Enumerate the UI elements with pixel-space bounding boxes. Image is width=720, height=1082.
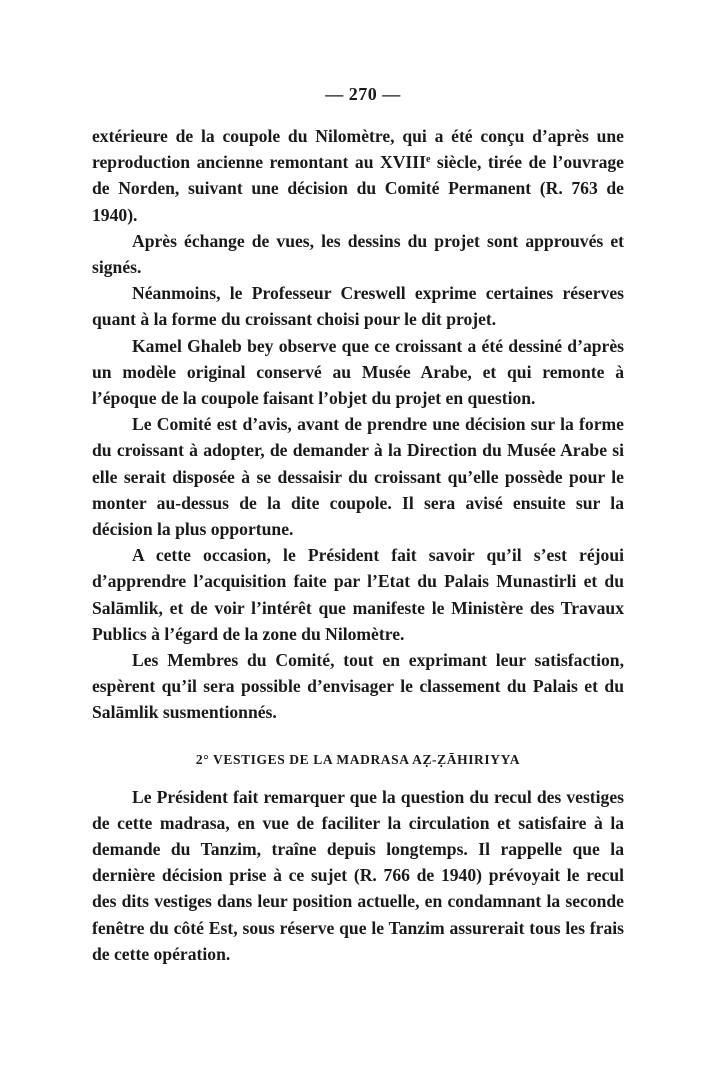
century-superscript: e [425, 154, 431, 166]
section-paragraph: Le Président fait remarquer que la question du recul des vestiges de cette madrasa, en vue de faciliter la circulation et satisfaire à la demande du Tanzim, traîne depuis longtemps. Il rappelle que la dernière décision prise à ce sujet (R. 766 de 1940) prévoyait le recul des dits vestiges dans leur position actuelle, en condamnant la seconde fenêtre du côté Est, sous réserve que le Tanzim assurerait tous les frais de cette opération. [92, 786, 624, 964]
paragraph-1 [92, 123, 624, 228]
paragraph-7: Les Membres du Comité, tout en exprimant leur satisfaction, espèrent qu’il sera possible d’envisager le classement du Palais et du Salāmlik susmentionnés. [92, 650, 624, 723]
document-page [92, 84, 624, 967]
paragraph-4: Kamel Ghaleb bey observe que ce croissant a été dessiné d’après un modèle original conservé au Musée Arabe, et qui remonte à l’époque de la coupole faisant l’objet du projet en question. [92, 335, 624, 409]
paragraph-3: Néanmoins, le Professeur Creswell exprime certaines réserves quant à la forme du croissant choisi pour le dit projet. [92, 283, 624, 330]
section-heading: 2° VESTIGES DE LA MADRASA AẒ-ẒĀHIRIYYA [195, 751, 521, 767]
paragraph-6: A cette occasion, le Président fait savoir qu’il s’est réjoui d’apprendre l’acquisition faite par l’Etat du Palais Munastirli et du Salāmlik, et de voir l’intérêt que manifeste le Ministère des Travaux Publics à l’égard de la zone du Nilomètre. [92, 545, 624, 644]
paragraph-1-rest: siècle, tirée de l’ouvrage de Norden, suivant une décision du Comité Permanent (R. 763 de 1940). [92, 152, 624, 225]
paragraph-5: Le Comité est d’avis, avant de prendre une décision sur la forme du croissant à adopter, de demander à la Direction du Musée Arabe si elle serait disposée à se dessaisir du croissant qu’elle possède pour le monter au-dessus de la dite coupole. Il sera avisé ensuite sur la décision la plus opportune. [92, 414, 624, 540]
page-number: — 270 — [325, 84, 401, 104]
paragraph-1-text: extérieure de la coupole du Nilomètre, qui a été conçu d’après une reproduction ancienne remontant au XVIII [92, 126, 624, 173]
paragraph-2: Après échange de vues, les dessins du projet sont approuvés et signés. [92, 230, 624, 278]
